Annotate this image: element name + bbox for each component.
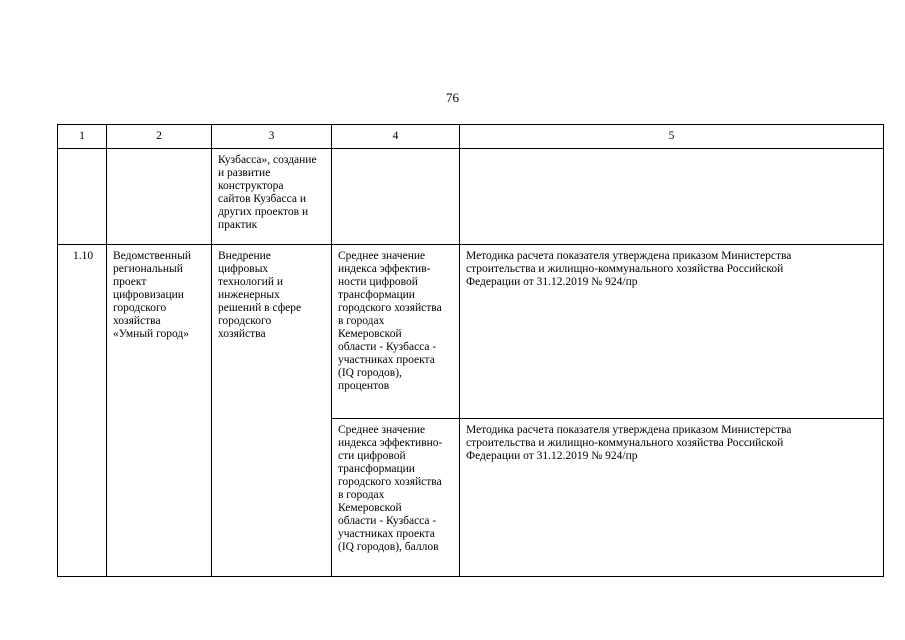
- header-cell-4: 4: [332, 125, 460, 149]
- indicator-method: Методика расчета показателя утверждена приказом Министерства строительства и жилищно-коммунального хозяйства Российской Федерации от 31.12.2019 № 924/пр: [460, 419, 884, 577]
- header-cell-3: 3: [212, 125, 332, 149]
- indicator-name: Среднее значение индекса эффективно- сти цифровой трансформации городского хозяйства в городах Кемеровской области - Кузбасса - участниках проекта (IQ городов), баллов: [332, 419, 460, 577]
- table-header-row: [58, 125, 884, 149]
- indicator-method: Методика расчета показателя утверждена приказом Министерства строительства и жилищно-коммунального хозяйства Российской Федерации от 31.12.2019 № 924/пр: [460, 245, 884, 419]
- entry-project: Ведомственный региональный проект цифровизации городского хозяйства «Умный город»: [107, 245, 212, 577]
- header-cell-2: 2: [107, 125, 212, 149]
- indicators-table: [57, 124, 884, 577]
- indicator-name: Среднее значение индекса эффектив- ности цифровой трансформации городского хозяйства в городах Кемеровской области - Кузбасса - участниках проекта (IQ городов), процентов: [332, 245, 460, 419]
- goal-continuation-text: Кузбасса», создание и развитие конструктора сайтов Кузбасса и других проектов и практик: [218, 154, 317, 231]
- entry-goal: Внедрение цифровых технологий и инженерных решений в сфере городского хозяйства: [212, 245, 332, 577]
- header-cell-5: 5: [460, 125, 884, 149]
- cell-number: [58, 149, 107, 245]
- table-row-continuation: [58, 149, 884, 245]
- header-cell-1: 1: [58, 125, 107, 149]
- cell-project: [107, 149, 212, 245]
- cell-method: [460, 149, 884, 245]
- entry-number: 1.10: [58, 245, 107, 577]
- table-row-1-10-a: [58, 245, 884, 419]
- page-number: 76: [446, 90, 459, 105]
- cell-indicator: [332, 149, 460, 245]
- cell-goal: [212, 149, 332, 245]
